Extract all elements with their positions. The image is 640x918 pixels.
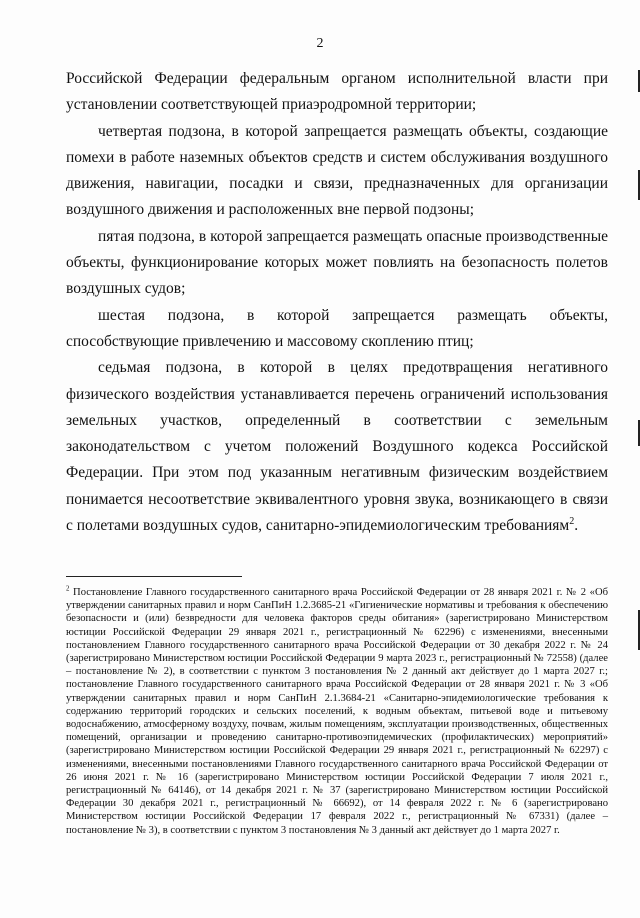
paragraph-subzone-7-text: седьмая подзона, в которой в целях предотвращения негативного физического воздействия устанавливается перечень ограничений использования земельных участков, определенный в соответствии с земельным законодательством с учетом положений Воздушного кодекса Российской Федерации. При этом под указанным негативным физическим воздействием понимается несоответствие эквивалентного уровня звука, возникающего в связи с полетами воздушных судов, санитарно-эпидемиологическим требованиям: [66, 359, 608, 535]
paragraph-subzone-4: четвертая подзона, в которой запрещается размещать объекты, создающие помехи в работе наземных объектов средств и систем обслуживания воздушного движения, навигации, посадки и связи, предназначенных для организации воздушного движения и расположенных вне первой подзоны;: [66, 122, 608, 219]
paragraph-continuation: Российской Федерации федеральным органом исполнительной власти при установлении соответствующей приаэродромной территории;: [66, 70, 608, 114]
paragraph-subzone-6: шестая подзона, в которой запрещается размещать объекты, способствующие привлечению и массовому скоплению птиц;: [66, 306, 608, 350]
footnote-separator: [66, 576, 242, 577]
footnote: [66, 586, 608, 837]
page-number: 2: [316, 36, 324, 51]
footnote-text: Постановление Главного государственного санитарного врача Российской Федерации от 28 января 2021 г. № 2 «Об утверждении санитарных правил и норм СанПиН 1.2.3685-21 «Гигиенические нормативы и требования к обеспечению безопасности и (или) безвредности для человека факторов среды обитания» (зарегистрировано Министерством юстиции Российской Федерации 29 января 2021 г., регистрационный № 62296) с изменениями, внесенными постановлением Главного государственного санитарного врача Российской Федерации от 30 декабря 2022 г. № 24 (зарегистрировано Министерством юстиции Российской Федерации 9 марта 2023 г., регистрационный № 72558) (далее – постановление № 2), в соответствии с пунктом 3 постановления № 2 данный акт действует до 1 марта 2027 г.; постановление Главного государственного санитарного врача Российской Федерации от 28 января 2021 г. № 3 «Об утверждении санитарных правил и норм СанПиН 2.1.3684-21 «Санитарно-эпидемиологические требования к содержанию территорий городских и сельских поселений, к водным объектам, питьевой воде и питьевому водоснабжению, атмосферному воздуху, почвам, жилым помещениям, эксплуатации производственных, общественных помещений, организации и проведению санитарно-противоэпидемических (профилактических) мероприятий» (зарегистрировано Министерством юстиции Российской Федерации 29 января 2021 г., регистрационный № 62297) с изменениями, внесенными постановлениями Главного государственного санитарного врача Российской Федерации от 26 июня 2021 г. № 16 (зарегистрировано Министерством юстиции Российской Федерации 7 июля 2021 г., регистрационный № 64146), от 14 декабря 2021 г. № 37 (зарегистрировано Министерством юстиции Российской Федерации 30 декабря 2021 г., регистрационный № 66692), от 14 февраля 2022 г. № 6 (зарегистрировано Министерством юстиции Российской Федерации 17 февраля 2022 г., регистрационный № 67331) (далее – постановление № 3), в соответствии с пунктом 3 постановления № 3 данный акт действует до 1 марта 2027 г.: [66, 587, 608, 836]
body-text: [66, 66, 608, 539]
paragraph-subzone-7: седьмая подзона, в которой в целях предотвращения негативного физического воздействия устанавливается перечень ограничений использования земельных участков, определенный в соответствии с земельным законодательством с учетом положений Воздушного кодекса Российской Федерации. При этом под указанным негативным физическим воздействием понимается несоответствие эквивалентного уровня звука, возникающего в связи с полетами воздушных судов, санитарно-эпидемиологическим требованиям$^2$.: [66, 359, 608, 535]
footnote-reference[interactable]: 2: [569, 515, 575, 527]
footnote-marker: 2: [66, 585, 70, 593]
paragraph-subzone-5: пятая подзона, в которой запрещается размещать опасные производственные объекты, функционирование которых может повлиять на безопасность полетов воздушных судов;: [66, 227, 608, 298]
